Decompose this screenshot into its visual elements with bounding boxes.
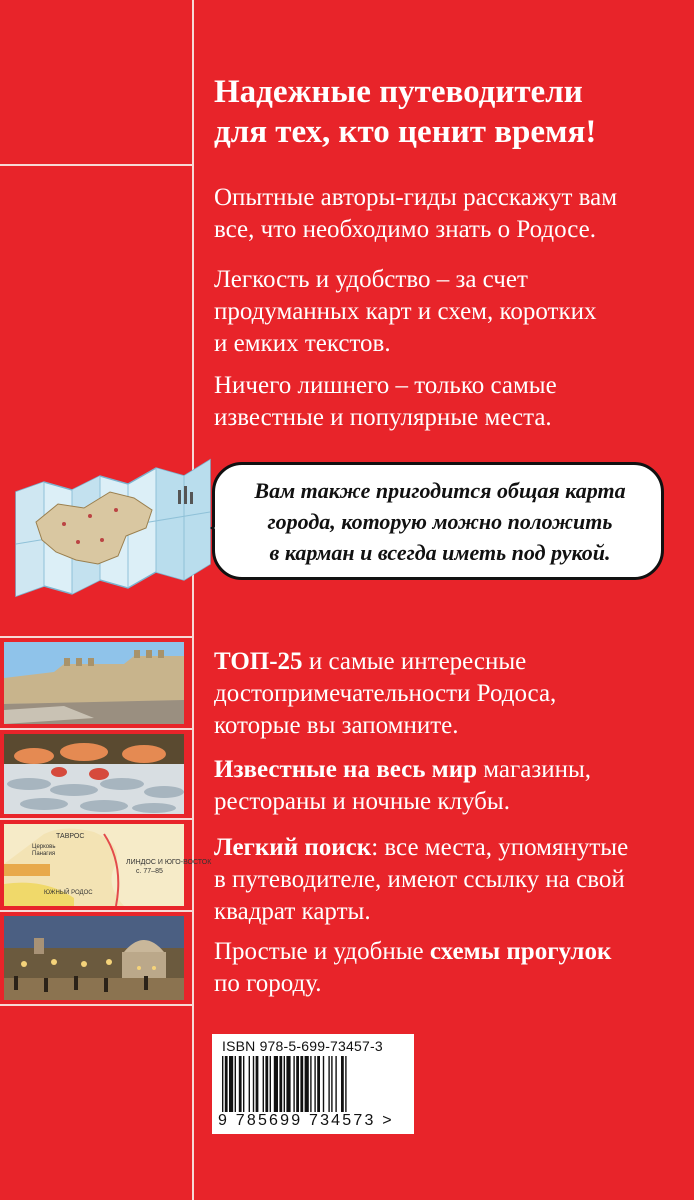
- barcode-bar: [345, 1056, 346, 1112]
- intro-paragraph-3: Ничего лишнего – только самые известные и популярные места.: [214, 372, 557, 431]
- barcode-bar: [243, 1056, 244, 1112]
- barcode-bar: [323, 1056, 324, 1112]
- barcode-bar: [335, 1056, 336, 1112]
- barcode-bar: [305, 1056, 309, 1112]
- barcode: [212, 1034, 414, 1134]
- barcode-bar: [235, 1056, 236, 1112]
- map-label-tavros: ТАВРОС: [56, 833, 85, 840]
- barcode-bar: [239, 1056, 242, 1112]
- feature-top25: ТОП-25 и самые интересные достопримечательности Родоса, которые вы запомните.: [214, 648, 557, 739]
- barcode-bars: [218, 1056, 408, 1112]
- barcode-bar: [265, 1056, 268, 1112]
- seafood-photo: [4, 734, 184, 814]
- intro-paragraph-1: Опытные авторы-гиды расскажут вам все, что необходимо знать о Родосе.: [214, 184, 618, 243]
- barcode-bar: [249, 1056, 250, 1112]
- divider-2: [0, 636, 194, 638]
- barcode-bar: [286, 1056, 290, 1112]
- callout-box: [212, 462, 664, 580]
- barcode-bar: [253, 1056, 254, 1112]
- divider-6: [0, 1004, 194, 1006]
- barcode-bar: [270, 1056, 271, 1112]
- folded-map-image: [6, 432, 212, 622]
- barcode-bar: [279, 1056, 282, 1112]
- barcode-bar: [317, 1056, 320, 1112]
- callout-tail-inner: [214, 517, 230, 539]
- map-label-church: Церковь: [32, 844, 56, 850]
- fortress-photo: [4, 642, 184, 724]
- barcode-bar: [274, 1056, 278, 1112]
- map-label-panagia: Панагия: [32, 851, 56, 857]
- intro-paragraph-2: Легкость и удобство – за счет продуманных карт и схем, коротких и емких текстов.: [214, 266, 597, 357]
- barcode-bar: [310, 1056, 311, 1112]
- map-label-lindos: ЛИНДОС И ЮГО-ВОСТОК: [126, 859, 212, 866]
- barcode-bar: [314, 1056, 315, 1112]
- barcode-bar: [263, 1056, 264, 1112]
- barcode-bar: [300, 1056, 303, 1112]
- feature-walks: Простые и удобные схемы прогулок по городу.: [214, 938, 612, 997]
- divider-1: [0, 164, 194, 166]
- callout-text: Вам также пригодится общая карта города, которую можно положить в карман и всегда иметь под рукой.: [254, 478, 626, 565]
- barcode-bar: [293, 1056, 294, 1112]
- barcode-bar: [328, 1056, 329, 1112]
- barcode-bar: [341, 1056, 344, 1112]
- divider-5: [0, 910, 194, 912]
- isbn-text: ISBN 978-5-699-73457-3: [222, 1038, 383, 1054]
- mini-map-image: [4, 824, 212, 906]
- feature-search: Легкий поиск: все места, упомянутые в путеводителе, имеют ссылку на свой квадрат карты.: [214, 834, 629, 925]
- map-label-pages: с. 77–85: [136, 868, 163, 875]
- barcode-bar: [222, 1056, 223, 1112]
- barcode-digits: 9 785699 734573 >: [218, 1112, 394, 1129]
- barcode-bar: [256, 1056, 259, 1112]
- map-label-south: ЮЖНЫЙ РОДОС: [44, 890, 93, 896]
- divider-4: [0, 818, 194, 820]
- main-heading: Надежные путеводители для тех, кто ценит время!: [214, 74, 597, 150]
- barcode-bar: [284, 1056, 285, 1112]
- feature-shops: Известные на весь мир магазины, рестораны и ночные клубы.: [214, 756, 592, 815]
- barcode-bar: [331, 1056, 332, 1112]
- barcode-bar: [229, 1056, 233, 1112]
- barcode-bar: [296, 1056, 299, 1112]
- barcode-bar: [225, 1056, 228, 1112]
- divider-3: [0, 728, 194, 730]
- night-square-photo: [4, 916, 184, 1000]
